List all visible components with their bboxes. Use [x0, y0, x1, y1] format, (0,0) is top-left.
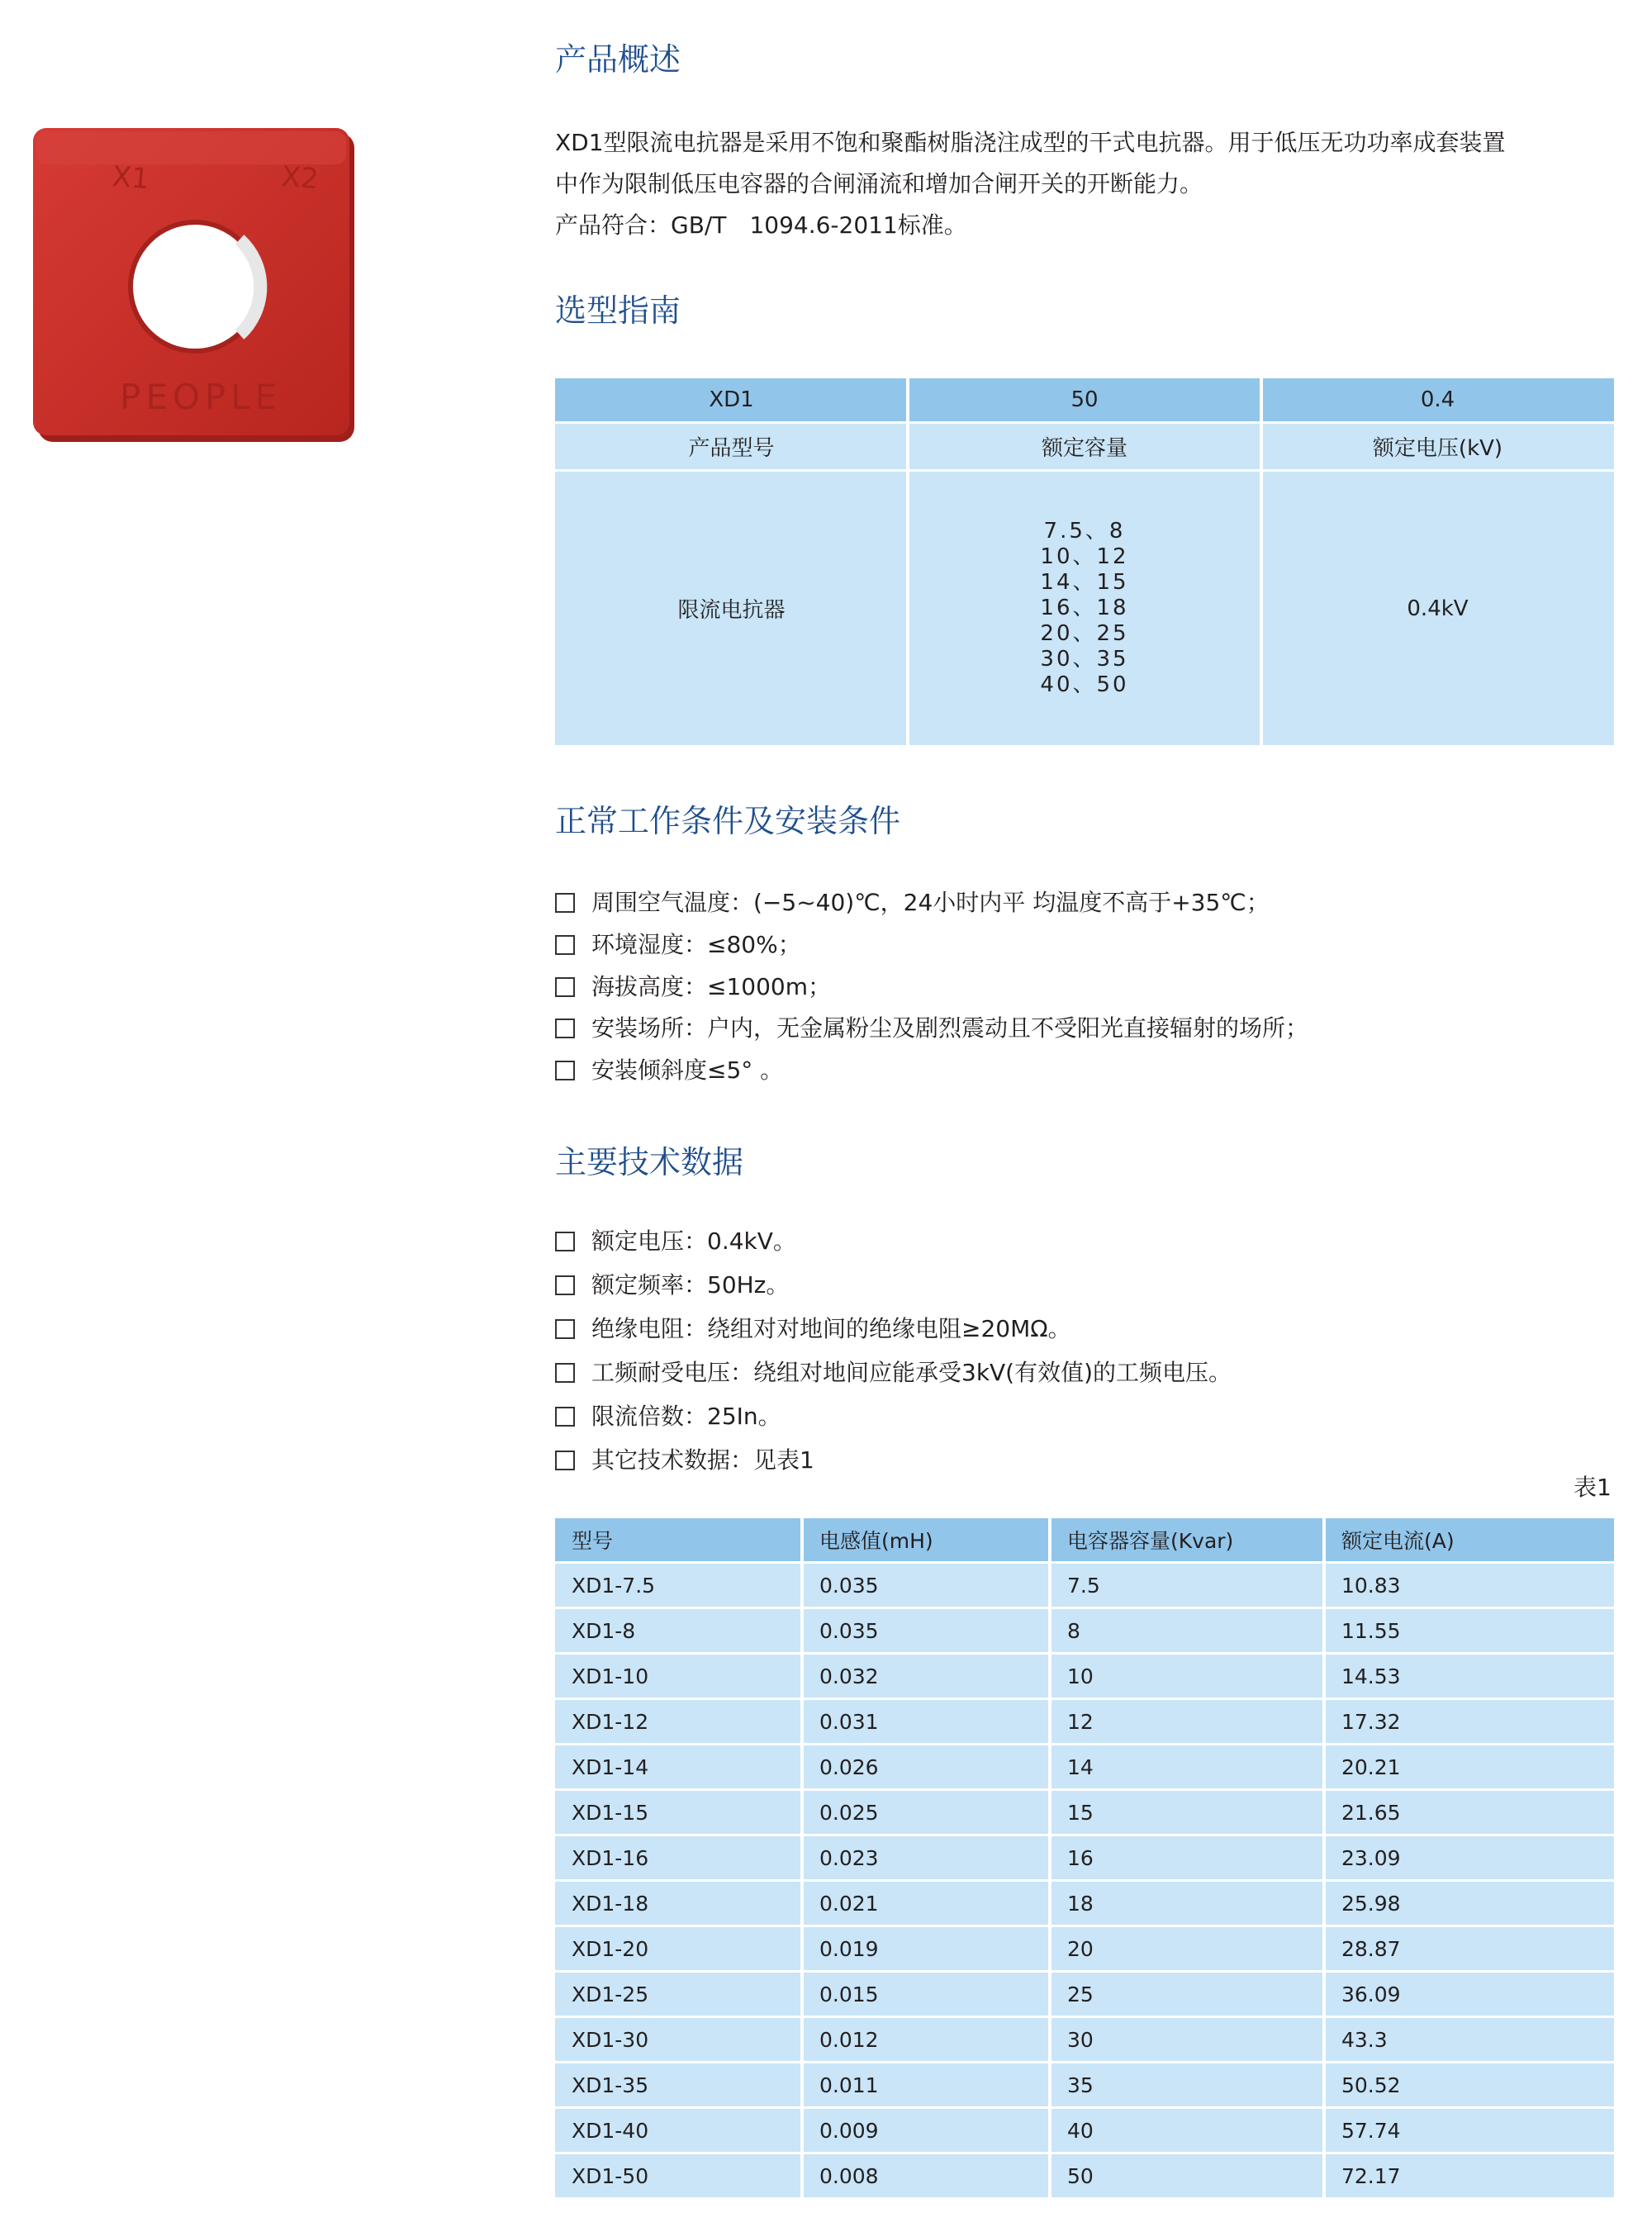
tech-item: 限流倍数：25In。: [555, 1400, 781, 1433]
table-row: [555, 1973, 1614, 2016]
table-cell: 50: [1067, 2163, 1094, 2188]
table-cell: 57.74: [1341, 2118, 1401, 2143]
table-cell: XD1-14: [572, 1755, 649, 1779]
selection-voltage-value: 0.4kV: [1407, 596, 1469, 621]
table-cell: 21.65: [1341, 1800, 1401, 1825]
table-cell: 0.025: [819, 1800, 879, 1825]
table-cell: 10.83: [1341, 1573, 1401, 1598]
table-cell: XD1-35: [572, 2073, 649, 2097]
table-cell: XD1-16: [572, 1845, 649, 1870]
capacity-item: 7.5、8: [1043, 519, 1126, 544]
table-cell: 0.015: [819, 1982, 879, 2006]
table-row: [555, 1882, 1614, 1925]
checkbox-icon: [555, 935, 575, 955]
selection-header-capacity: 50: [1070, 387, 1099, 412]
table-cell: 18: [1067, 1891, 1094, 1916]
table-divider: [1322, 1518, 1326, 2197]
condition-item: 周围空气温度：(−5~40)℃，24小时内平 均温度不高于+35℃；: [555, 886, 1270, 919]
table-row: [555, 2063, 1614, 2106]
table-cell: 0.032: [819, 1664, 879, 1688]
table-cell: XD1-25: [572, 1982, 649, 2006]
marking-x2: X2: [280, 160, 320, 197]
table-row: [555, 1836, 1614, 1879]
table-cell: 14: [1067, 1755, 1094, 1779]
checkbox-icon: [555, 1275, 575, 1295]
table-cell: 40: [1067, 2118, 1094, 2143]
table-cell: XD1-20: [572, 1936, 649, 1961]
capacity-item: 16、18: [1040, 596, 1129, 620]
overview-line-3: 产品符合：GB/T 1094.6-2011标准。: [555, 211, 967, 239]
checkbox-icon: [555, 1232, 575, 1251]
table-cell: 25.98: [1341, 1891, 1401, 1916]
table-cell: 0.026: [819, 1755, 879, 1779]
table-cell: 17.32: [1341, 1709, 1401, 1734]
capacity-item: 20、25: [1040, 621, 1129, 646]
table-cell: 20: [1067, 1936, 1094, 1961]
selection-capacities: [908, 472, 1261, 745]
selection-header-model: XD1: [709, 387, 754, 412]
table-cell: XD1-10: [572, 1664, 649, 1688]
capacity-item: 30、35: [1040, 647, 1129, 672]
table-row: [555, 2109, 1614, 2152]
column-header: 电容器容量(Kvar): [1067, 1529, 1234, 1553]
table-cell: 25: [1067, 1982, 1094, 2006]
table-row: [555, 1564, 1614, 1607]
overview-line-2: 中作为限制低压电容器的合闸涌流和增加合闸开关的开断能力。: [555, 170, 1203, 197]
capacity-item: 10、12: [1040, 544, 1129, 569]
selection-product-name: 限流电抗器: [677, 598, 786, 623]
table-cell: 0.019: [819, 1936, 879, 1961]
table-cell: 23.09: [1341, 1845, 1401, 1870]
tech-item: 额定电压：0.4kV。: [555, 1225, 796, 1258]
table-cell: 0.035: [819, 1573, 879, 1598]
table-cell: 0.031: [819, 1709, 879, 1734]
overview-title: 产品概述: [555, 41, 681, 78]
selection-title: 选型指南: [555, 292, 681, 329]
table-cell: XD1-15: [572, 1800, 649, 1825]
tech-item: 其它技术数据：见表1: [555, 1444, 814, 1477]
checkbox-icon: [555, 1319, 575, 1339]
table-row: [555, 1791, 1614, 1834]
table-cell: 0.023: [819, 1845, 879, 1870]
table-cell: 0.011: [819, 2073, 879, 2097]
checkbox-icon: [555, 1019, 575, 1038]
table-cell: 7.5: [1067, 1573, 1100, 1598]
table-row: [555, 1927, 1614, 1970]
table-cell: XD1-40: [572, 2118, 649, 2143]
table-cell: XD1-7.5: [572, 1573, 656, 1598]
table-cell: 43.3: [1341, 2027, 1388, 2052]
table-cell: 11.55: [1341, 1618, 1401, 1643]
table-row: [555, 1700, 1614, 1743]
table-cell: XD1-8: [572, 1618, 636, 1643]
table-divider: [800, 1518, 804, 2197]
table-divider: [1260, 378, 1263, 745]
table-cell: 50.52: [1341, 2073, 1401, 2097]
table-cell: 35: [1067, 2073, 1094, 2097]
table-row: [555, 2154, 1614, 2197]
table-row: [555, 1745, 1614, 1788]
table-cell: XD1-30: [572, 2027, 649, 2052]
table-cell: 0.021: [819, 1891, 879, 1916]
checkbox-icon: [555, 977, 575, 997]
table-cell: 28.87: [1341, 1936, 1401, 1961]
conditions-title: 正常工作条件及安装条件: [555, 803, 901, 839]
table-cell: 14.53: [1341, 1664, 1401, 1688]
marking-x1: X1: [111, 160, 150, 197]
table-cell: 0.012: [819, 2027, 879, 2052]
column-header: 电感值(mH): [819, 1529, 933, 1553]
checkbox-icon: [555, 893, 575, 913]
checkbox-icon: [555, 1407, 575, 1427]
selection-table: [555, 378, 1614, 745]
marking-brand: PEOPLE: [120, 377, 282, 417]
table-cell: 15: [1067, 1800, 1094, 1825]
capacity-item: 14、15: [1040, 570, 1129, 595]
checkbox-icon: [555, 1061, 575, 1080]
table-cell: 10: [1067, 1664, 1094, 1688]
reactor-product-photo: [33, 128, 359, 447]
table-divider: [906, 378, 909, 745]
tech-item: 额定频率：50Hz。: [555, 1269, 789, 1302]
table-cell: 16: [1067, 1845, 1094, 1870]
table-divider: [1048, 1518, 1051, 2197]
capacity-item: 40、50: [1040, 672, 1129, 697]
selection-header-voltage: 0.4: [1420, 387, 1455, 412]
selection-label-capacity: 额定容量: [1041, 436, 1127, 461]
checkbox-icon: [555, 1451, 575, 1470]
table-cell: 0.008: [819, 2163, 879, 2188]
selection-label-model: 产品型号: [688, 436, 775, 461]
condition-item: 环境湿度：≤80%；: [555, 928, 801, 962]
overview-line-1: XD1型限流电抗器是采用不饱和聚酯树脂浇注成型的干式电抗器。用于低压无功功率成套装置: [555, 129, 1506, 156]
tech-item: 绝缘电阻：绕组对对地间的绝缘电阻≥20MΩ。: [555, 1313, 1071, 1346]
checkbox-icon: [555, 1363, 575, 1383]
condition-item: 海拔高度：≤1000m；: [555, 971, 831, 1004]
table-row: [555, 1609, 1614, 1652]
table-cell: 12: [1067, 1709, 1094, 1734]
condition-item: 安装倾斜度≤5° 。: [555, 1054, 783, 1087]
table-header-row: [555, 1518, 1614, 1561]
column-header: 额定电流(A): [1341, 1529, 1455, 1553]
table-cell: 8: [1067, 1618, 1080, 1643]
tech-item: 工频耐受电压：绕组对地间应能承受3kV(有效值)的工频电压。: [555, 1356, 1232, 1389]
selection-label-voltage: 额定电压(kV): [1372, 436, 1503, 461]
table-cell: 20.21: [1341, 1755, 1401, 1779]
tech-title: 主要技术数据: [555, 1144, 744, 1180]
table-cell: 0.009: [819, 2118, 879, 2143]
table-cell: XD1-12: [572, 1709, 649, 1734]
table-cell: XD1-50: [572, 2163, 649, 2188]
table-cell: 72.17: [1341, 2163, 1401, 2188]
table-cell: 0.035: [819, 1618, 879, 1643]
table-cell: 36.09: [1341, 1982, 1401, 2006]
table-cell: 30: [1067, 2027, 1094, 2052]
condition-item: 安装场所：户内，无金属粉尘及剧烈震动且不受阳光直接辐射的场所；: [555, 1012, 1308, 1045]
column-header: 型号: [572, 1529, 614, 1553]
table-cell: XD1-18: [572, 1891, 649, 1916]
table-caption: 表1: [1574, 1474, 1612, 1501]
table-row: [555, 2018, 1614, 2061]
table-row: [555, 1655, 1614, 1698]
